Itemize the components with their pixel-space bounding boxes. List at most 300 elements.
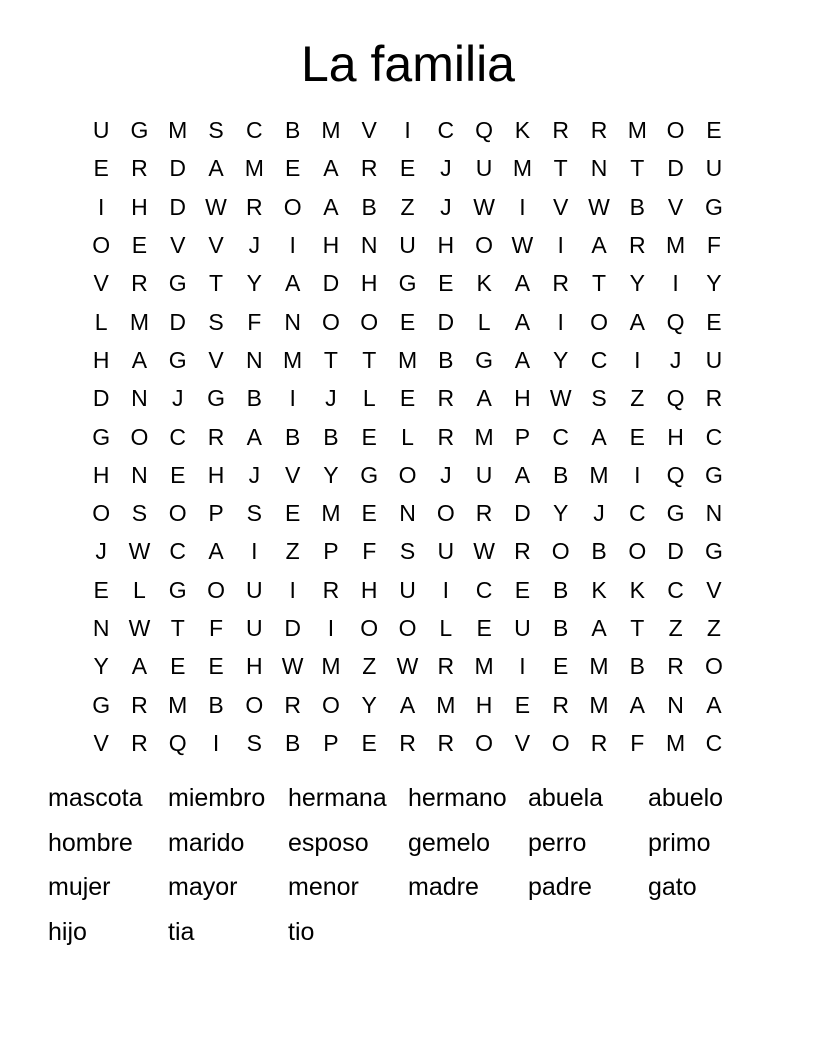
grid-letter[interactable]: E [93,576,109,603]
grid-letter[interactable]: H [360,576,378,603]
grid-letter[interactable]: V [208,232,224,259]
grid-letter[interactable]: M [168,691,188,718]
grid-letter[interactable]: D [322,270,340,297]
grid-letter[interactable]: I [557,232,564,259]
grid-letter[interactable]: R [131,729,148,756]
grid-letter[interactable]: V [93,270,109,297]
grid-letter[interactable]: Q [666,385,685,412]
grid-letter[interactable]: H [322,232,340,259]
grid-letter[interactable]: J [95,538,107,565]
grid-letter[interactable]: M [244,155,264,182]
grid-letter[interactable]: E [208,653,224,680]
grid-letter[interactable]: N [92,615,110,641]
grid-letter[interactable]: N [360,232,378,259]
grid-letter[interactable]: M [397,346,418,373]
grid-letter[interactable]: A [131,346,148,373]
grid-letter[interactable]: V [667,193,684,220]
grid-row [82,379,734,417]
grid-letter[interactable]: U [246,615,263,641]
grid-letter[interactable]: O [321,308,340,335]
grid-letter[interactable]: B [438,346,454,373]
grid-letter[interactable]: M [589,653,609,680]
grid-letter[interactable]: H [514,385,531,412]
grid-letter[interactable]: T [630,155,645,182]
grid-letter[interactable]: W [396,653,419,680]
grid-letter[interactable]: R [667,653,684,680]
grid-letter[interactable]: J [440,193,452,220]
grid-letter[interactable]: I [519,653,526,680]
grid-letter[interactable]: Z [285,538,300,565]
grid-letter[interactable]: T [630,615,645,641]
grid-letter[interactable]: E [629,423,645,450]
grid-letter[interactable]: W [511,232,534,259]
grid-letter[interactable]: I [519,193,526,220]
grid-letter[interactable]: J [440,461,452,488]
grid-letter[interactable]: D [514,500,531,527]
grid-letter[interactable]: D [169,193,187,220]
grid-letter[interactable]: E [399,155,416,182]
grid-letter[interactable]: D [667,155,684,182]
grid-letter[interactable]: B [629,193,645,220]
grid-letter[interactable]: A [131,653,148,680]
grid-letter[interactable]: I [327,615,335,641]
grid-letter[interactable]: R [552,691,570,718]
grid-letter[interactable]: S [208,117,224,144]
grid-letter[interactable]: U [92,117,110,144]
grid-letter[interactable]: E [706,308,722,335]
grid-letter[interactable]: F [706,232,721,259]
grid-letter[interactable]: M [627,117,647,144]
grid-letter[interactable]: A [323,193,339,220]
grid-letter[interactable]: W [473,193,495,220]
grid-letter[interactable]: M [321,500,341,527]
grid-letter[interactable]: S [208,308,224,335]
grid-letter[interactable]: R [360,155,378,182]
grid-letter[interactable]: B [553,461,569,488]
grid-letter[interactable]: E [170,653,186,680]
grid-letter[interactable]: O [398,615,417,641]
grid-letter[interactable]: M [436,691,456,718]
grid-letter[interactable]: D [169,155,187,182]
grid-letter[interactable]: T [591,270,607,297]
grid-letter[interactable]: W [588,193,610,220]
grid-letter[interactable]: Q [475,117,494,144]
grid-letter[interactable]: N [246,346,263,373]
grid-letter[interactable]: M [129,308,150,335]
grid-letter[interactable]: I [404,117,411,144]
grid-letter[interactable]: E [361,500,377,527]
grid-letter[interactable]: O [551,729,570,756]
grid-letter[interactable]: O [398,461,417,488]
grid-letter[interactable]: J [248,461,261,488]
grid-letter[interactable]: N [399,500,416,527]
grid-letter[interactable]: R [437,729,455,756]
grid-letter[interactable]: W [128,615,151,641]
grid-letter[interactable]: W [549,385,572,412]
grid-letter[interactable]: G [704,538,723,565]
grid-letter[interactable]: D [667,538,684,565]
grid-letter[interactable]: U [437,538,455,565]
grid-letter[interactable]: R [590,729,608,756]
grid-letter[interactable]: G [168,346,187,373]
grid-letter[interactable]: L [362,385,376,412]
grid-letter[interactable]: A [591,232,607,259]
grid-letter[interactable]: G [704,461,723,488]
grid-letter[interactable]: E [706,117,722,144]
grid-letter[interactable]: O [245,691,264,718]
grid-letter[interactable]: R [590,117,608,144]
grid-letter[interactable]: V [553,193,569,220]
grid-letter[interactable]: P [323,538,339,565]
grid-letter[interactable]: F [247,308,262,335]
grid-letter[interactable]: Z [362,653,377,680]
grid-letter[interactable]: R [628,232,646,259]
grid-letter[interactable]: C [705,729,723,756]
word-list-item: perro [528,828,587,857]
grid-letter[interactable]: Z [630,385,645,412]
word-list-item: miembro [168,784,266,812]
grid-letter[interactable]: N [705,500,723,527]
grid-letter[interactable]: H [246,653,263,680]
word-list-item: gato [648,873,697,902]
grid-letter[interactable]: I [634,346,641,373]
grid-letter[interactable]: J [440,155,452,182]
grid-letter[interactable]: U [705,346,723,373]
grid-letter[interactable]: A [284,270,301,297]
grid-letter[interactable]: P [514,423,531,450]
grid-letter[interactable]: E [131,232,148,259]
grid-letter[interactable]: F [362,538,377,565]
grid-letter[interactable]: B [591,538,607,565]
grid-letter[interactable]: O [666,117,685,144]
grid-letter[interactable]: J [171,385,184,412]
grid-letter[interactable]: U [475,461,493,488]
grid-letter[interactable]: A [323,155,339,182]
grid-letter[interactable]: K [591,576,607,603]
grid-letter[interactable]: M [168,117,188,144]
grid-letter[interactable]: W [128,538,151,565]
grid-letter[interactable]: I [557,308,564,335]
grid-letter[interactable]: S [591,385,607,412]
grid-letter[interactable]: A [629,308,645,335]
grid-letter[interactable]: Y [553,500,569,527]
grid-letter[interactable]: R [437,385,455,412]
grid-letter[interactable]: P [323,729,339,756]
grid-letter[interactable]: O [360,615,379,641]
grid-letter[interactable]: B [553,615,569,641]
grid-letter[interactable]: R [514,538,531,565]
grid-letter[interactable]: Z [400,193,415,220]
grid-letter[interactable]: V [706,576,722,603]
grid-letter[interactable]: G [666,500,685,527]
grid-letter[interactable]: L [439,615,453,641]
grid-letter[interactable]: R [284,691,301,718]
grid-letter[interactable]: C [590,346,608,373]
grid-letter[interactable]: E [399,308,416,335]
grid-letter[interactable]: O [168,500,187,527]
grid-letter[interactable]: F [209,615,224,641]
grid-letter[interactable]: R [399,729,416,756]
grid-letter[interactable]: W [205,193,227,220]
grid-letter[interactable]: U [246,576,263,603]
grid-letter[interactable]: H [92,346,110,373]
grid-letter[interactable]: Q [168,729,187,756]
grid-letter[interactable]: H [667,423,684,450]
grid-letter[interactable]: B [284,117,301,144]
grid-letter[interactable]: S [246,500,262,527]
grid-letter[interactable]: J [593,500,605,527]
grid-letter[interactable]: Y [323,461,339,488]
grid-letter[interactable]: J [248,232,261,259]
grid-letter[interactable]: B [553,576,569,603]
grid-letter[interactable]: M [589,461,609,488]
grid-letter[interactable]: C [475,576,493,603]
grid-letter[interactable]: M [321,117,341,144]
grid-letter[interactable]: E [93,155,109,182]
grid-letter[interactable]: E [399,385,416,412]
grid-letter[interactable]: E [514,691,531,718]
grid-letter[interactable]: O [360,308,379,335]
grid-letter[interactable]: D [284,615,301,641]
grid-letter[interactable]: C [552,423,570,450]
grid-letter[interactable]: M [321,653,341,680]
grid-letter[interactable]: I [672,270,679,297]
grid-letter[interactable]: R [131,270,148,297]
grid-letter[interactable]: V [284,461,301,488]
grid-letter[interactable]: D [92,385,110,412]
grid-letter[interactable]: T [209,270,224,297]
grid-letter[interactable]: J [669,346,682,373]
grid-letter[interactable]: L [401,423,414,450]
grid-letter[interactable]: O [628,538,647,565]
grid-letter[interactable]: H [131,193,148,220]
grid-letter[interactable]: C [169,538,187,565]
grid-letter[interactable]: U [399,232,416,259]
grid-letter[interactable]: E [284,155,301,182]
grid-letter[interactable]: M [474,423,494,450]
grid-letter[interactable]: W [281,653,304,680]
grid-letter[interactable]: E [514,576,531,603]
grid-letter[interactable]: U [399,576,416,603]
grid-letter[interactable]: Y [629,270,645,297]
grid-letter[interactable]: W [473,538,495,565]
grid-letter[interactable]: O [92,232,111,259]
grid-letter[interactable]: G [360,461,379,488]
grid-letter[interactable]: Q [666,308,685,335]
grid-letter[interactable]: N [131,385,148,412]
grid-letter[interactable]: G [168,576,187,603]
grid-letter[interactable]: H [475,691,493,718]
grid-letter[interactable]: D [437,308,455,335]
grid-letter[interactable]: R [475,500,493,527]
grid-letter[interactable]: A [706,691,722,718]
grid-letter[interactable]: C [437,117,455,144]
grid-letter[interactable]: H [92,461,110,488]
grid-letter[interactable]: O [475,729,494,756]
grid-letter[interactable]: B [361,193,377,220]
grid-letter[interactable]: L [133,576,146,603]
grid-letter[interactable]: Y [361,691,377,718]
grid-letter[interactable]: O [590,308,608,335]
grid-letter[interactable]: C [246,117,263,144]
grid-row [82,302,734,340]
grid-letter[interactable]: I [289,232,296,259]
grid-letter[interactable]: C [667,576,684,603]
grid-letter[interactable]: A [514,270,531,297]
grid-letter[interactable]: R [437,423,455,450]
grid-letter[interactable]: K [476,270,492,297]
grid-letter[interactable]: U [514,615,531,641]
grid-letter[interactable]: L [94,308,108,335]
grid-letter[interactable]: B [323,423,339,450]
grid-letter[interactable]: S [399,538,416,565]
grid-letter[interactable]: Z [706,615,721,641]
word-list-item: marido [168,828,245,857]
grid-letter[interactable]: A [591,423,607,450]
grid-letter[interactable]: N [590,155,608,182]
grid-letter[interactable]: O [92,500,111,527]
grid-letter[interactable]: E [284,500,301,527]
grid-letter[interactable]: E [361,423,377,450]
grid-letter[interactable]: R [131,691,148,718]
grid-letter[interactable]: R [705,385,723,412]
grid-letter[interactable]: N [284,308,301,335]
grid-letter[interactable]: S [131,500,148,527]
grid-letter[interactable]: R [207,423,225,450]
grid-letter[interactable]: V [93,729,109,756]
grid-letter[interactable]: V [361,117,377,144]
grid-letter[interactable]: G [704,193,723,220]
grid-letter[interactable]: T [170,615,185,641]
grid-letter[interactable]: T [553,155,568,182]
grid-letter[interactable]: M [589,691,609,718]
grid-letter[interactable]: M [474,653,494,680]
grid-letter[interactable]: I [634,461,641,488]
grid-letter[interactable]: K [514,117,531,144]
grid-letter[interactable]: B [629,653,645,680]
grid-letter[interactable]: G [168,270,187,297]
grid-row [82,724,734,762]
grid-letter[interactable]: Y [93,653,109,680]
grid-letter[interactable]: L [477,308,491,335]
grid-letter[interactable]: E [361,729,377,756]
word-list [48,776,768,955]
grid-letter[interactable]: E [170,461,186,488]
grid-letter[interactable]: E [438,270,454,297]
grid-letter[interactable]: A [629,691,645,718]
grid-letter[interactable]: I [97,193,105,220]
grid-letter[interactable]: C [169,423,187,450]
grid-letter[interactable]: G [475,346,494,373]
grid-letter[interactable]: K [629,576,645,603]
grid-letter[interactable]: J [325,385,337,412]
grid-letter[interactable]: O [704,653,723,680]
grid-letter[interactable]: U [475,155,493,182]
grid-letter[interactable]: I [251,538,258,565]
grid-letter[interactable]: T [323,346,338,373]
grid-letter[interactable]: C [705,423,723,450]
grid-letter[interactable]: G [130,117,149,144]
grid-letter[interactable]: U [705,155,723,182]
grid-letter[interactable]: P [208,500,224,527]
grid-letter[interactable]: N [667,691,684,718]
grid-letter[interactable]: H [360,270,378,297]
grid-letter[interactable]: R [552,117,570,144]
grid-letter[interactable]: H [207,461,225,488]
grid-letter[interactable]: N [131,461,148,488]
word-list-item: menor [288,873,359,902]
grid-letter[interactable]: O [283,193,302,220]
grid-letter[interactable]: F [630,729,645,756]
grid-letter[interactable]: A [246,423,262,450]
word-list-item: hombre [48,828,133,857]
grid-letter[interactable]: E [553,653,569,680]
grid-letter[interactable]: Y [706,270,722,297]
grid-letter[interactable]: R [552,270,570,297]
grid-letter[interactable]: A [591,615,607,641]
grid-letter[interactable]: E [476,615,492,641]
grid-letter[interactable]: O [130,423,149,450]
grid-letter[interactable]: Y [553,346,569,373]
grid-letter[interactable]: G [92,423,111,450]
grid-letter[interactable]: V [514,729,531,756]
grid-row [82,609,734,647]
grid-letter[interactable]: B [284,729,301,756]
grid-letter[interactable]: M [512,155,532,182]
grid-letter[interactable]: O [475,232,494,259]
grid-letter[interactable]: T [362,346,377,373]
grid-letter[interactable]: R [131,155,148,182]
grid-letter[interactable]: Q [666,461,685,488]
grid-letter[interactable]: O [551,538,570,565]
grid-letter[interactable]: A [514,346,531,373]
grid-letter[interactable]: V [208,346,224,373]
grid-letter[interactable]: G [398,270,417,297]
grid-letter[interactable]: B [284,423,301,450]
grid-letter[interactable]: G [92,691,111,718]
grid-letter[interactable]: M [666,232,686,259]
grid-letter[interactable]: O [321,691,340,718]
grid-letter[interactable]: O [436,500,455,527]
grid-letter[interactable]: I [212,729,220,756]
grid-letter[interactable]: V [170,232,186,259]
grid-letter[interactable]: I [289,385,296,412]
grid-letter[interactable]: H [437,232,455,259]
grid-letter[interactable]: B [246,385,262,412]
grid-letter[interactable]: C [628,500,646,527]
grid-letter[interactable]: O [207,576,225,603]
grid-letter[interactable]: A [514,461,531,488]
grid-letter[interactable]: R [437,653,455,680]
grid-letter[interactable]: R [246,193,263,220]
grid-letter[interactable]: Z [668,615,683,641]
grid-letter[interactable]: Y [246,270,262,297]
grid-letter[interactable]: A [208,538,224,565]
grid-letter[interactable]: A [514,308,531,335]
grid-letter[interactable]: I [289,576,296,603]
grid-letter[interactable]: A [476,385,492,412]
grid-letter[interactable]: M [666,729,686,756]
grid-letter[interactable]: A [208,155,224,182]
grid-letter[interactable]: M [283,346,303,373]
grid-letter[interactable]: D [169,308,187,335]
grid-letter[interactable]: R [322,576,340,603]
grid-letter[interactable]: S [246,729,262,756]
grid-letter[interactable]: I [442,576,450,603]
grid-letter[interactable]: A [399,691,416,718]
grid-letter[interactable]: G [207,385,225,412]
grid-letter[interactable]: B [208,691,224,718]
